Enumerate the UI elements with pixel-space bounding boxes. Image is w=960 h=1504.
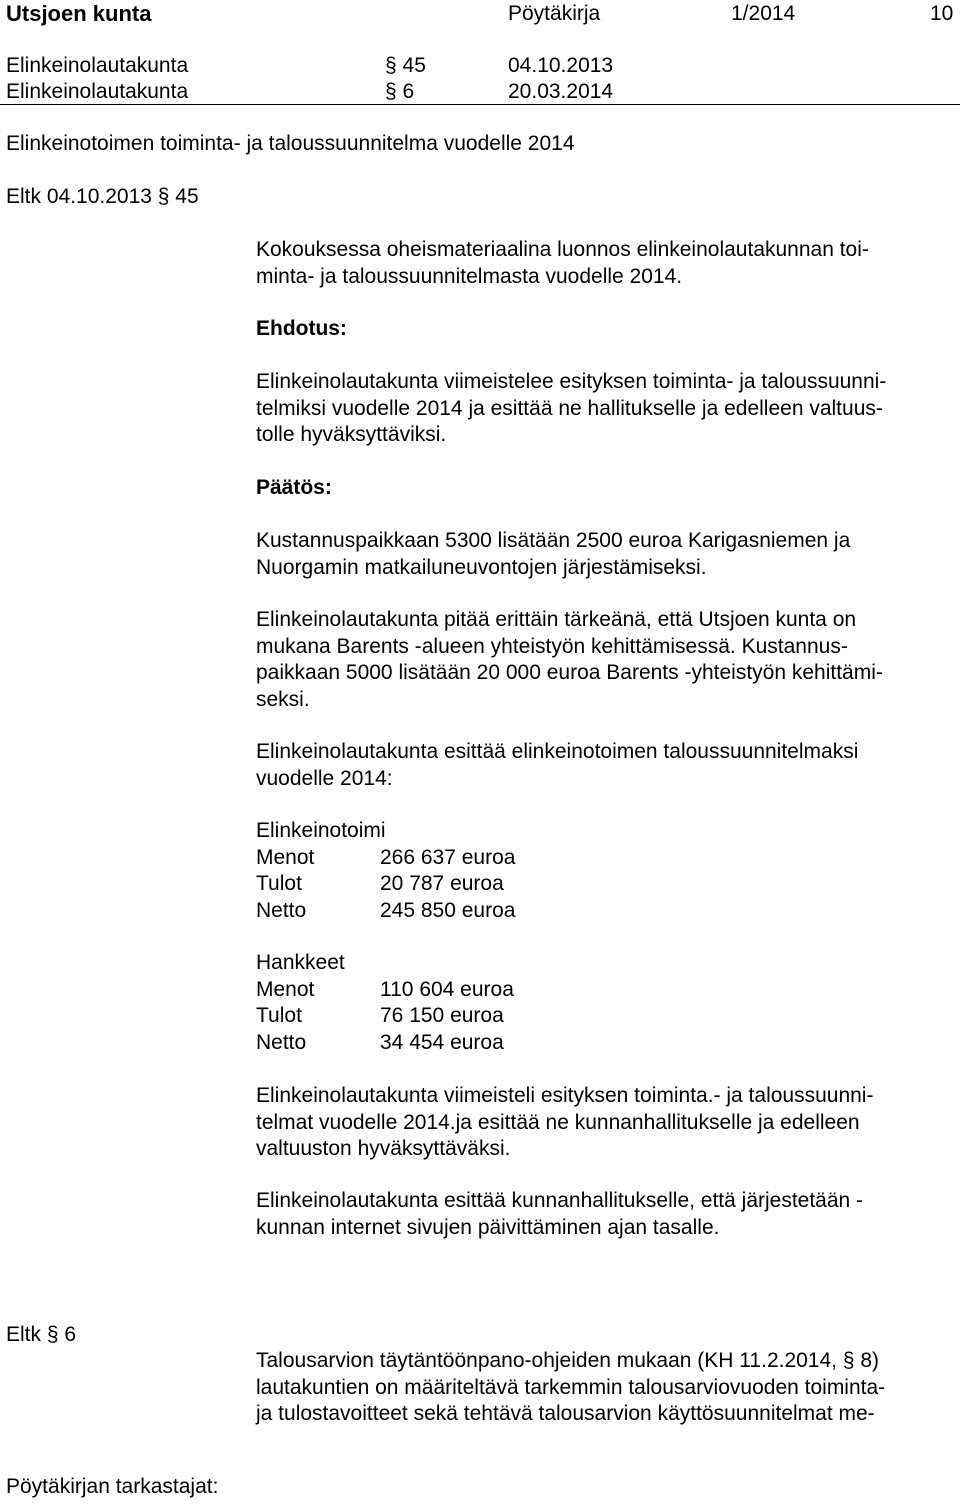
meta-section-1: § 45: [385, 54, 426, 77]
decision-paragraph-2: [256, 607, 936, 713]
budget-row-value: 34 454 euroa: [380, 1031, 504, 1054]
decision-paragraph-5: [256, 1188, 936, 1241]
intro-paragraph: [256, 237, 936, 290]
proposal-line: telmiksi vuodelle 2014 ja esittää ne hallitukselle ja edelleen valtuus-: [256, 396, 883, 420]
header-divider: [0, 104, 960, 105]
budget-row-label: Tulot: [256, 872, 302, 895]
item1-reference: Eltk 04.10.2013 § 45: [6, 185, 199, 208]
meta-date-2: 20.03.2014: [508, 80, 614, 103]
proposal-paragraph: [256, 369, 936, 449]
meta-body-2: Elinkeinolautakunta: [6, 80, 189, 103]
doc-type: Pöytäkirja: [508, 2, 601, 25]
budget-row-value: 266 637 euroa: [380, 846, 516, 869]
decision-line: Elinkeinolautakunta esittää elinkeinotoimen taloussuunnitelmaksi: [256, 740, 859, 763]
doc-number: 1/2014: [731, 2, 796, 25]
decision-line: kunnan internet sivujen päivittäminen ajan tasalle.: [256, 1215, 720, 1239]
item2-line: ja tulostavoitteet sekä tehtävä talousarvion käyttösuunnitelmat me-: [256, 1402, 875, 1425]
item2-line: lautakuntien on määriteltävä tarkemmin talousarviovuoden toiminta-: [256, 1375, 886, 1399]
budget-row-label: Netto: [256, 1031, 307, 1054]
municipality-name: Utsjoen kunta: [6, 1, 152, 26]
meta-body-1: Elinkeinolautakunta: [6, 54, 189, 77]
intro-line: minta- ja taloussuunnitelmasta vuodelle 2014.: [256, 264, 683, 288]
item2-paragraph: [256, 1348, 936, 1428]
decision-paragraph-4: [256, 1083, 936, 1163]
decision-paragraph-1: [256, 528, 936, 581]
decision-line: Elinkeinolautakunta viimeisteli esityksen toiminta.- ja taloussuunni-: [256, 1084, 874, 1107]
decision-line: valtuuston hyväksyttäväksi.: [256, 1137, 511, 1160]
decision-heading: Päätös:: [256, 476, 332, 499]
item2-line: Talousarvion täytäntöönpano-ohjeiden mukaan (KH 11.2.2014, § 8): [256, 1349, 880, 1372]
budget-row-value: 245 850 euroa: [380, 899, 516, 922]
document-title: Elinkeinotoimen toiminta- ja taloussuunnitelma vuodelle 2014: [6, 132, 575, 155]
proposal-line: Elinkeinolautakunta viimeistelee esityksen toiminta- ja taloussuunni-: [256, 370, 887, 393]
decision-line: Kustannuspaikkaan 5300 lisätään 2500 euroa Karigasniemen ja: [256, 529, 851, 552]
decision-paragraph-3: [256, 739, 936, 792]
decision-line: seksi.: [256, 687, 310, 711]
page-number: 10: [930, 2, 954, 25]
budget-row-label: Menot: [256, 846, 315, 869]
decision-line: Elinkeinolautakunta esittää kunnanhallitukselle, että järjestetään -: [256, 1189, 864, 1212]
decision-line: mukana Barents -alueen yhteistyön kehittämisessä. Kustannus-: [256, 634, 848, 658]
item2-reference: Eltk § 6: [6, 1323, 77, 1346]
budget-row-value: 110 604 euroa: [380, 978, 514, 1001]
decision-line: vuodelle 2014:: [256, 766, 393, 790]
reviewers-label: Pöytäkirjan tarkastajat:: [6, 1475, 219, 1498]
budget-hankkeet-title: Hankkeet: [256, 951, 345, 974]
proposal-heading: Ehdotus:: [256, 317, 347, 340]
budget-row-value: 76 150 euroa: [380, 1004, 504, 1027]
meta-section-2: § 6: [385, 80, 415, 103]
budget-row-label: Menot: [256, 978, 315, 1001]
meta-date-1: 04.10.2013: [508, 54, 614, 77]
intro-line: Kokouksessa oheismateriaalina luonnos elinkeinolautakunnan toi-: [256, 238, 869, 261]
decision-line: paikkaan 5000 lisätään 20 000 euroa Barents -yhteistyön kehittämi-: [256, 661, 883, 684]
proposal-line: tolle hyväksyttäviksi.: [256, 423, 447, 446]
budget-row-value: 20 787 euroa: [380, 872, 504, 895]
decision-line: Elinkeinolautakunta pitää erittäin tärkeänä, että Utsjoen kunta on: [256, 608, 857, 631]
budget-row-label: Netto: [256, 899, 307, 922]
decision-line: telmat vuodelle 2014.ja esittää ne kunnanhallitukselle ja edelleen: [256, 1110, 860, 1134]
decision-line: Nuorgamin matkailuneuvontojen järjestämiseksi.: [256, 555, 707, 579]
budget-row-label: Tulot: [256, 1004, 302, 1027]
budget-elinkeinotoimi-title: Elinkeinotoimi: [256, 819, 386, 842]
